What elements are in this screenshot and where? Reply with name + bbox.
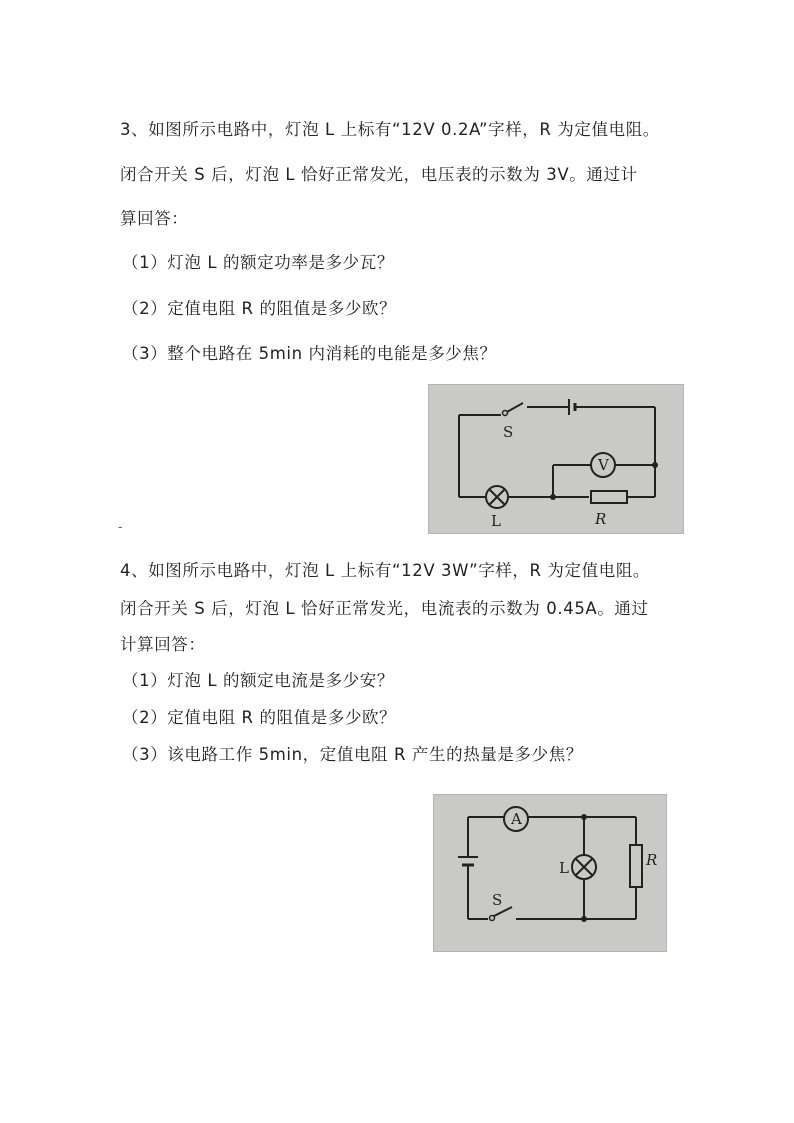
q3-resistor bbox=[591, 491, 627, 503]
q4-label-a: A bbox=[511, 810, 522, 828]
q4-label-r: R bbox=[646, 851, 658, 869]
q3-circuit-figure bbox=[428, 384, 684, 534]
q3-line-3: 算回答： bbox=[120, 209, 189, 228]
q4-circuit-diagram bbox=[434, 795, 666, 951]
q3-sub-3: （3）整个电路在 5min 内消耗的电能是多少焦？ bbox=[122, 344, 497, 363]
q3-circuit-diagram bbox=[429, 385, 683, 533]
q3-label-r: R bbox=[595, 510, 607, 528]
separator-mark: - bbox=[118, 520, 123, 534]
q3-label-s: S bbox=[503, 423, 514, 441]
q3-label-v: V bbox=[598, 456, 609, 474]
q3-line-2: 闭合开关 S 后，灯泡 L 恰好正常发光，电压表的示数为 3V。通过计 bbox=[120, 165, 638, 184]
q4-resistor bbox=[630, 845, 642, 887]
q4-circuit-figure bbox=[433, 794, 667, 952]
q4-label-s: S bbox=[492, 891, 503, 909]
q4-sub-1: （1）灯泡 L 的额定电流是多少安？ bbox=[122, 671, 394, 690]
q3-line-1: 3、如图所示电路中，灯泡 L 上标有“12V 0.2A”字样，R 为定值电阻。 bbox=[120, 120, 660, 139]
q4-sub-3: （3）该电路工作 5min，定值电阻 R 产生的热量是多少焦？ bbox=[122, 745, 583, 764]
q4-line-3: 计算回答： bbox=[120, 635, 206, 654]
q4-line-1: 4、如图所示电路中，灯泡 L 上标有“12V 3W”字样，R 为定值电阻。 bbox=[120, 561, 651, 580]
q3-label-l: L bbox=[491, 512, 501, 530]
q4-sub-2: （2）定值电阻 R 的阻值是多少欧？ bbox=[122, 708, 397, 727]
q4-line-2: 闭合开关 S 后，灯泡 L 恰好正常发光，电流表的示数为 0.45A。通过 bbox=[120, 599, 649, 618]
q3-sub-1: （1）灯泡 L 的额定功率是多少瓦？ bbox=[122, 253, 394, 272]
q4-label-l: L bbox=[559, 859, 569, 877]
q3-sub-2: （2）定值电阻 R 的阻值是多少欧？ bbox=[122, 299, 397, 318]
